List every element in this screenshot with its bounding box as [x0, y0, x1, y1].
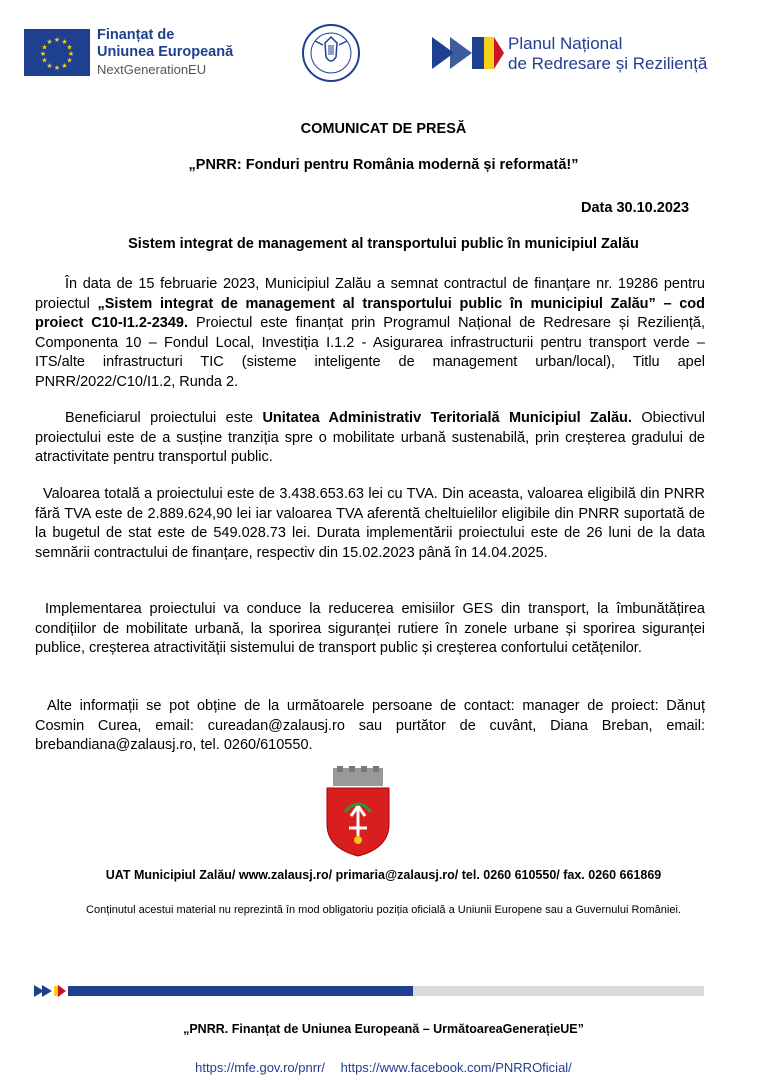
eu-logo-line1: Finanțat de	[97, 27, 175, 43]
pnrr-arrow-icon	[432, 33, 504, 73]
pnrr-slogan: „PNRR. Finanțat de Uniunea Europeană – UrmătoareaGenerațieUE”	[183, 1022, 584, 1036]
p2-text-a: Beneficiarul proiectului este	[65, 410, 263, 426]
paragraph-5: Alte informații se pot obține de la următoarele persoane de contact: manager de proiect: Dănuț Cosmin Curea, email: cureadan@zalausj.ro sau purtător de cuvânt, Diana Breban, email: brebandiana@zalausj.ro, tel. 0260/610550.	[35, 698, 705, 753]
svg-text:★: ★	[46, 38, 53, 46]
facebook-link[interactable]: https://www.facebook.com/PNRROficial/	[340, 1060, 572, 1075]
svg-text:★: ★	[67, 50, 75, 58]
pnrr-logo-line1: Planul Național	[508, 34, 623, 53]
project-title: Sistem integrat de management al transportului public în municipiul Zalău	[128, 236, 639, 252]
svg-text:★: ★	[39, 50, 47, 58]
guvernul-romaniei-seal-icon	[301, 23, 361, 83]
eu-logo-line3: NextGenerationEU	[97, 62, 207, 77]
svg-text:★: ★	[46, 62, 53, 70]
p1-text-a: În data de 15 februarie 2023, Municipiul Zalău a semnat contractul de finanțare nr. 19286 pentru proiectul	[35, 276, 705, 312]
svg-text:★: ★	[53, 36, 61, 44]
p1-text-c: Proiectul este finanțat prin Programul Național de Redresare și Reziliență, Componenta 10 – Fondul Local, Investiția I.1.2 - Asigurarea infrastructurii pentru transport verde – ITS/alte infrastructuri TIC (sisteme inteligente de management urban/local), Titlu apel PNRR/2022/C10/I1.2, Runda 2.	[35, 315, 705, 390]
mfe-link[interactable]: https://mfe.gov.ro/pnrr/	[195, 1060, 325, 1075]
disclaimer-text: Conținutul acestui material nu reprezintă în mod obligatoriu poziția oficială a Uniunii Europene sau a Guvernului României.	[86, 904, 681, 916]
footer-contact-line: UAT Municipiul Zalău/ www.zalausj.ro/ primaria@zalausj.ro/ tel. 0260 610550/ fax. 0260 661869	[105, 868, 662, 882]
svg-text:★: ★	[66, 43, 73, 52]
paragraph-4: Implementarea proiectului va conduce la reducerea emisiilor GES din transport, la îmbunătățirea condițiilor de mobilitate urbană, la sporirea siguranței rutiere în zonele urbane și sporirea siguranței publice, creșterea atractivității sistemului de transport public și creșterea confortului cetățenilor.	[35, 601, 705, 656]
pnrr-logo-line2: de Redresare și Reziliență	[508, 54, 708, 73]
zalau-coat-of-arms-icon	[323, 766, 393, 858]
eu-logo-text	[97, 27, 233, 78]
document-title: COMUNICAT DE PRESĂ	[300, 121, 467, 137]
p2-beneficiary: Unitatea Administrativ Teritorială Municipiul Zalău.	[262, 410, 632, 426]
svg-text:★: ★	[41, 56, 48, 65]
svg-text:★: ★	[61, 62, 68, 70]
paragraph-1	[35, 275, 705, 392]
pnrr-footer-bar	[34, 984, 704, 998]
svg-text:★: ★	[53, 64, 61, 72]
eu-flag-icon	[24, 29, 90, 76]
svg-text:★: ★	[61, 38, 68, 46]
footer-links	[0, 1060, 767, 1075]
pnrr-logo-text	[508, 34, 707, 74]
paragraph-3: Valoarea totală a proiectului este de 3.438.653.63 lei cu TVA. Din aceasta, valoarea eligibilă din PNRR fără TVA este de 2.889.624,90 lei iar valoarea TVA aferentă cheltuielilor eligibile din PNRR suportată de la bugetul de stat este de 549.028.73 lei. Durata implementării proiectului este de 26 luni de la data semnării contractului de finanțare, respectiv din 15.02.2023 până în 14.04.2025.	[35, 486, 705, 561]
p2-text-c: Obiectivul proiectului este de a susține tranziția spre o mobilitate urbană sustenabilă, prin creșterea gradului de atractivitate pentru transportul public.	[35, 410, 705, 465]
svg-text:★: ★	[66, 56, 73, 65]
svg-text:★: ★	[41, 43, 48, 52]
paragraph-2	[35, 409, 705, 468]
eu-logo-line2: Uniunea Europeană	[97, 44, 234, 60]
document-subtitle: „PNRR: Fonduri pentru România modernă și reformată!”	[188, 157, 579, 173]
document-date: Data 30.10.2023	[581, 200, 690, 216]
p1-project-name: „Sistem integrat de management al transportului public în municipiul Zalău” – cod proiect C10-I1.2-2349.	[35, 295, 705, 331]
